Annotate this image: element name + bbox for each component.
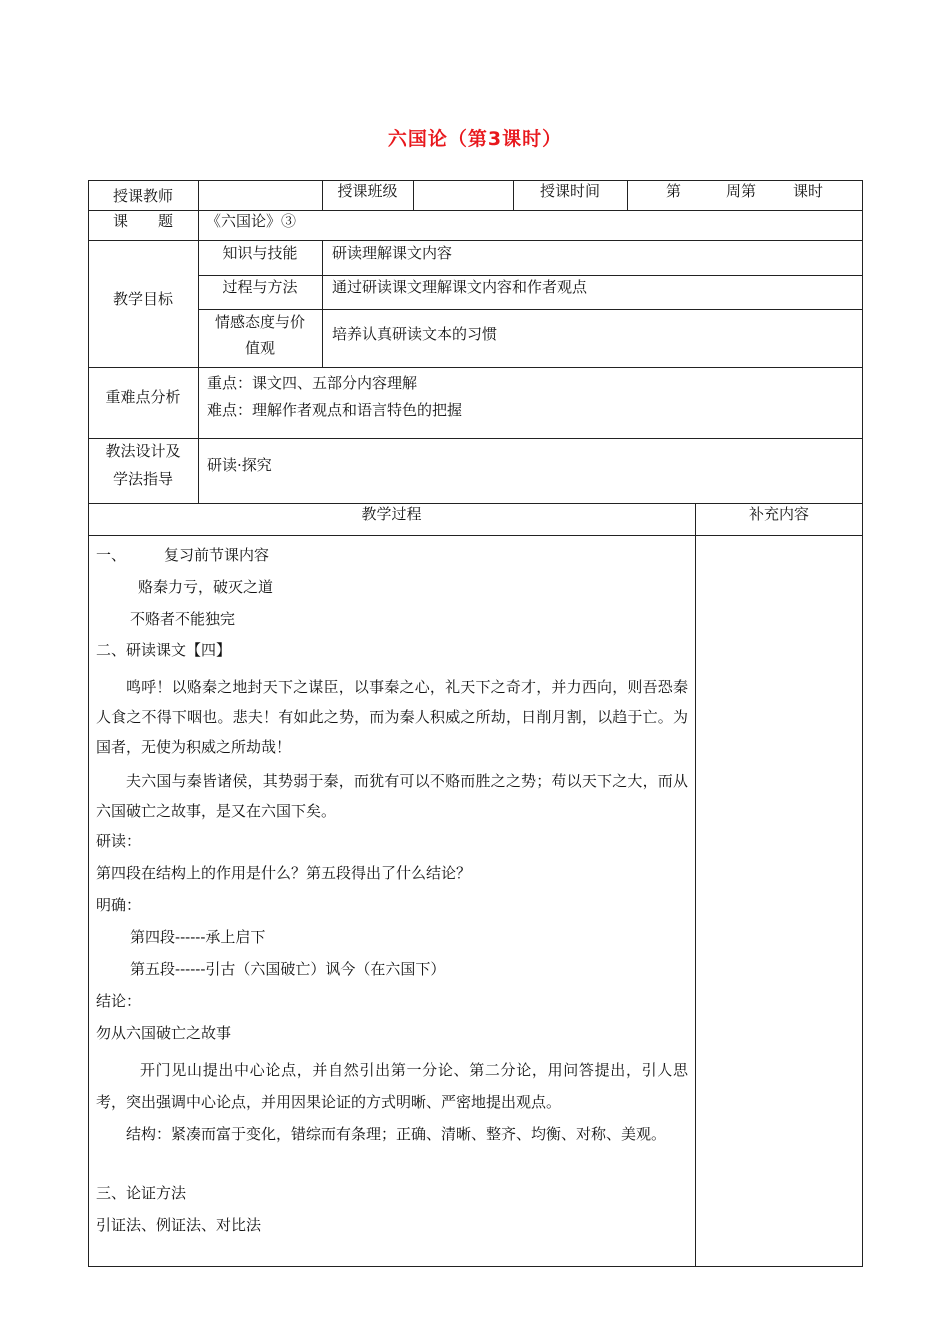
row-divider: [88, 438, 863, 439]
row-divider: [88, 240, 863, 241]
process-header: 教学过程: [361, 505, 422, 523]
method-label-line1: 教法设计及: [105, 442, 181, 460]
argument-methods: 引证法、例证法、对比法: [96, 1216, 262, 1234]
goal-label-knowledge: 知识与技能: [222, 244, 298, 262]
col-divider: [413, 180, 414, 210]
time-zhoudi: 周第: [726, 182, 757, 200]
keypoints-difficulty: 难点：理解作者观点和语言特色的把握: [207, 401, 463, 419]
structure-paragraph: 结构：紧凑而富于变化，错综而有条理；正确、清晰、整齐、均衡、对称、美观。: [126, 1125, 667, 1143]
row-divider: [88, 210, 863, 211]
col-divider: [322, 240, 323, 367]
keypoints-focus: 重点：课文四、五部分内容理解: [207, 374, 418, 392]
row-divider: [198, 309, 863, 310]
mingque-label: 明确：: [96, 896, 142, 914]
text-paragraph-5: 夫六国与秦皆诸侯，其势弱于秦，而犹有可以不赂而胜之之势；苟以天下之大，而从六国破亡之故事，是又在六国下矣。: [96, 772, 688, 820]
answer-para4: 第四段------承上启下: [130, 928, 266, 946]
topic-value: 《六国论》③: [206, 212, 297, 230]
analysis-paragraph: 开门见山提出中心论点，并自然引出第一分论、第二分论，用问答提出，引人思考，突出强调中心论点，并用因果论证的方式明晰、严密地提出观点。: [96, 1061, 688, 1111]
conclusion-text: 勿从六国破亡之故事: [96, 1024, 232, 1042]
goal-value-knowledge: 研读理解课文内容: [332, 244, 453, 262]
row-divider: [88, 535, 863, 536]
yandu-label: 研读：: [96, 832, 142, 850]
time-di: 第: [666, 182, 682, 200]
conclusion-label: 结论：: [96, 992, 142, 1010]
goals-label: 教学目标: [112, 290, 173, 308]
goal-label-attitude-line1: 情感态度与价: [214, 313, 305, 331]
review-line2: 不赂者不能独完: [130, 610, 236, 628]
study-question: 第四段在结构上的作用是什么？第五段得出了什么结论？: [96, 864, 472, 882]
time-keshi: 课时: [793, 182, 824, 200]
section3-title: 三、论证方法: [96, 1184, 187, 1202]
section1-number: 一、: [96, 546, 127, 564]
row-divider: [88, 367, 863, 368]
teacher-label: 授课教师: [112, 187, 173, 205]
supplement-header: 补充内容: [748, 505, 809, 523]
section1-title: 复习前节课内容: [164, 546, 270, 564]
answer-para5: 第五段------引古（六国破亡）讽今（在六国下）: [130, 960, 446, 978]
page-title: 六国论（第3课时）: [387, 128, 563, 150]
col-divider: [627, 180, 628, 210]
goal-value-process: 通过研读课文理解课文内容和作者观点: [332, 278, 588, 296]
class-label: 授课班级: [337, 182, 398, 200]
time-label: 授课时间: [539, 182, 600, 200]
goal-label-process: 过程与方法: [222, 278, 298, 296]
text-paragraph-4: 鸣呼！以赂秦之地封天下之谋臣，以事秦之心，礼天下之奇才，并力西向，则吾恐秦人食之不得下咽也。悲夫！有如此之势，而为秦人积威之所劫，日削月割，以趋于亡。为国者，无使为积威之所劫哉！: [96, 678, 688, 756]
review-line1: 赂秦力亏，破灭之道: [138, 578, 274, 596]
col-divider: [695, 503, 696, 1267]
method-label-line2: 学法指导: [112, 470, 173, 488]
section2-title: 二、研读课文【四】: [96, 641, 232, 659]
row-divider: [198, 275, 863, 276]
method-value: 研读·探究: [207, 456, 272, 474]
goal-label-attitude-line2: 值观: [244, 339, 275, 357]
topic-label: 课 题: [112, 212, 173, 230]
goal-value-attitude: 培养认真研读文本的习惯: [332, 325, 498, 343]
keypoints-label: 重难点分析: [105, 388, 181, 406]
